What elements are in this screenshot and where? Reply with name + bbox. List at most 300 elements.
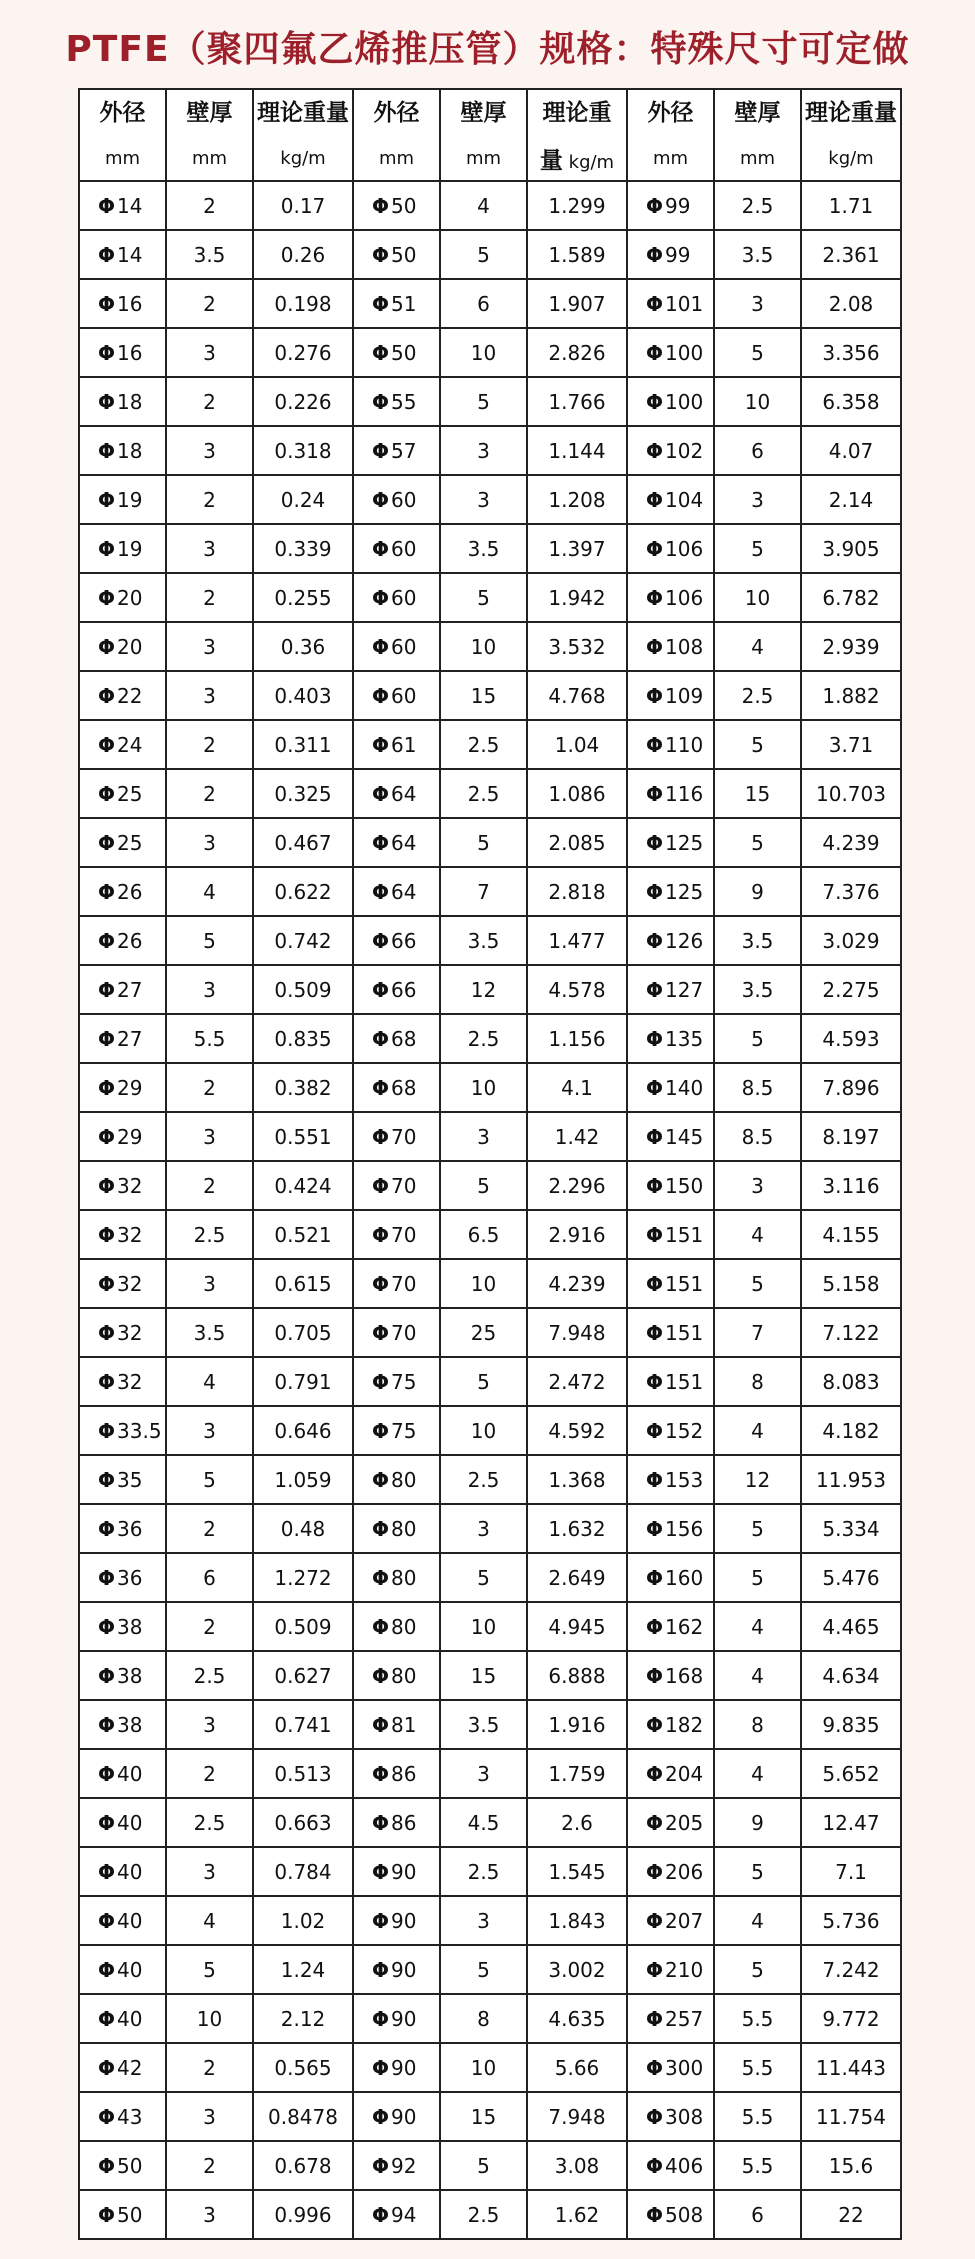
cell-wall-thickness: 10	[440, 1602, 527, 1651]
diameter-value: 32	[117, 1222, 143, 1247]
cell-theoretical-weight: 22	[801, 2190, 901, 2239]
diameter-value: 80	[391, 1614, 417, 1639]
table-row	[79, 622, 901, 671]
cell-outer-diameter	[353, 2092, 440, 2141]
cell-outer-diameter	[79, 818, 166, 867]
cell-wall-thickness: 2.5	[440, 1847, 527, 1896]
cell-theoretical-weight: 7.948	[527, 2092, 627, 2141]
cell-wall-thickness: 6	[440, 279, 527, 328]
cell-wall-thickness: 4	[714, 1749, 801, 1798]
cell-wall-thickness: 5.5	[714, 2092, 801, 2141]
cell-outer-diameter	[627, 965, 714, 1014]
cell-theoretical-weight: 1.144	[527, 426, 627, 475]
cell-outer-diameter	[353, 1749, 440, 1798]
cell-wall-thickness: 15	[714, 769, 801, 818]
cell-outer-diameter	[627, 720, 714, 769]
diameter-symbol: Φ	[646, 1271, 664, 1296]
diameter-value: 60	[391, 634, 417, 659]
cell-wall-thickness: 10	[714, 377, 801, 426]
diameter-value: 125	[665, 879, 704, 904]
cell-theoretical-weight: 2.275	[801, 965, 901, 1014]
cell-theoretical-weight: 1.059	[253, 1455, 353, 1504]
cell-theoretical-weight: 4.1	[527, 1063, 627, 1112]
cell-outer-diameter	[79, 1014, 166, 1063]
table-row	[79, 426, 901, 475]
diameter-symbol: Φ	[372, 1173, 390, 1198]
cell-wall-thickness: 15	[440, 2092, 527, 2141]
diameter-symbol: Φ	[372, 291, 390, 316]
diameter-symbol: Φ	[98, 242, 116, 267]
cell-outer-diameter	[79, 1210, 166, 1259]
cell-theoretical-weight: 1.916	[527, 1700, 627, 1749]
unit-wt: mm	[440, 136, 527, 181]
cell-outer-diameter	[79, 1357, 166, 1406]
cell-wall-thickness: 5	[714, 328, 801, 377]
cell-theoretical-weight: 11.953	[801, 1455, 901, 1504]
cell-wall-thickness: 5	[440, 1161, 527, 1210]
diameter-value: 151	[665, 1222, 704, 1247]
cell-wall-thickness: 4	[714, 1210, 801, 1259]
cell-theoretical-weight: 0.784	[253, 1847, 353, 1896]
diameter-symbol: Φ	[372, 340, 390, 365]
cell-theoretical-weight: 2.472	[527, 1357, 627, 1406]
diameter-symbol: Φ	[372, 2104, 390, 2129]
cell-wall-thickness: 5.5	[714, 2043, 801, 2092]
cell-theoretical-weight: 1.272	[253, 1553, 353, 1602]
cell-wall-thickness: 8	[714, 1700, 801, 1749]
cell-theoretical-weight: 0.622	[253, 867, 353, 916]
diameter-value: 70	[391, 1222, 417, 1247]
cell-wall-thickness: 5	[166, 1455, 253, 1504]
diameter-value: 32	[117, 1173, 143, 1198]
cell-theoretical-weight: 0.8478	[253, 2092, 353, 2141]
cell-outer-diameter	[627, 181, 714, 230]
cell-theoretical-weight: 2.296	[527, 1161, 627, 1210]
cell-theoretical-weight: 1.71	[801, 181, 901, 230]
cell-wall-thickness: 3	[166, 1112, 253, 1161]
diameter-symbol: Φ	[372, 1810, 390, 1835]
diameter-symbol: Φ	[98, 1124, 116, 1149]
header-outer-diameter: 外径	[353, 89, 440, 136]
diameter-symbol: Φ	[372, 879, 390, 904]
diameter-value: 29	[117, 1075, 143, 1100]
table-row	[79, 1602, 901, 1651]
cell-outer-diameter	[627, 1602, 714, 1651]
diameter-symbol: Φ	[98, 2104, 116, 2129]
cell-wall-thickness: 4	[714, 1602, 801, 1651]
cell-outer-diameter	[627, 524, 714, 573]
table-row	[79, 2190, 901, 2239]
diameter-value: 64	[391, 781, 417, 806]
cell-outer-diameter	[79, 475, 166, 524]
cell-wall-thickness: 5	[714, 1847, 801, 1896]
cell-wall-thickness: 3	[166, 671, 253, 720]
diameter-symbol: Φ	[646, 732, 664, 757]
cell-theoretical-weight: 4.182	[801, 1406, 901, 1455]
cell-outer-diameter	[79, 2092, 166, 2141]
diameter-value: 38	[117, 1663, 143, 1688]
cell-theoretical-weight: 2.14	[801, 475, 901, 524]
diameter-symbol: Φ	[98, 1418, 116, 1443]
cell-outer-diameter	[79, 2043, 166, 2092]
diameter-value: 70	[391, 1271, 417, 1296]
cell-outer-diameter	[627, 279, 714, 328]
cell-outer-diameter	[627, 573, 714, 622]
diameter-symbol: Φ	[98, 634, 116, 659]
cell-wall-thickness: 8	[714, 1357, 801, 1406]
table-row	[79, 1406, 901, 1455]
cell-wall-thickness: 6	[166, 1553, 253, 1602]
diameter-symbol: Φ	[98, 389, 116, 414]
cell-wall-thickness: 3	[166, 1406, 253, 1455]
cell-outer-diameter	[627, 2190, 714, 2239]
page-title: PTFE（聚四氟乙烯推压管）规格：特殊尺寸可定做	[65, 29, 910, 70]
cell-outer-diameter	[627, 1357, 714, 1406]
cell-theoretical-weight: 2.085	[527, 818, 627, 867]
cell-wall-thickness: 3.5	[714, 916, 801, 965]
cell-theoretical-weight: 0.663	[253, 1798, 353, 1847]
diameter-value: 32	[117, 1320, 143, 1345]
diameter-symbol: Φ	[372, 1271, 390, 1296]
cell-theoretical-weight: 0.198	[253, 279, 353, 328]
diameter-symbol: Φ	[98, 1663, 116, 1688]
cell-theoretical-weight: 1.907	[527, 279, 627, 328]
cell-outer-diameter	[79, 1112, 166, 1161]
cell-outer-diameter	[79, 867, 166, 916]
unit-weight-wrapped	[527, 136, 627, 181]
cell-wall-thickness: 4.5	[440, 1798, 527, 1847]
cell-outer-diameter	[353, 1112, 440, 1161]
cell-wall-thickness: 10	[440, 1406, 527, 1455]
diameter-value: 102	[665, 438, 704, 463]
table-row	[79, 916, 901, 965]
cell-wall-thickness: 2	[166, 1749, 253, 1798]
diameter-symbol: Φ	[98, 1614, 116, 1639]
diameter-value: 80	[391, 1467, 417, 1492]
table-row	[79, 1749, 901, 1798]
diameter-symbol: Φ	[646, 1026, 664, 1051]
diameter-symbol: Φ	[98, 1369, 116, 1394]
cell-wall-thickness: 10	[440, 328, 527, 377]
cell-wall-thickness: 5	[440, 1945, 527, 1994]
cell-theoretical-weight: 1.759	[527, 1749, 627, 1798]
cell-theoretical-weight: 4.768	[527, 671, 627, 720]
cell-outer-diameter	[79, 230, 166, 279]
cell-wall-thickness: 2.5	[440, 1014, 527, 1063]
cell-outer-diameter	[353, 181, 440, 230]
cell-theoretical-weight: 2.12	[253, 1994, 353, 2043]
diameter-symbol: Φ	[98, 291, 116, 316]
cell-outer-diameter	[353, 1161, 440, 1210]
cell-theoretical-weight: 1.086	[527, 769, 627, 818]
table-row	[79, 1112, 901, 1161]
cell-outer-diameter	[627, 818, 714, 867]
diameter-symbol: Φ	[372, 1761, 390, 1786]
table-row	[79, 1945, 901, 1994]
diameter-symbol: Φ	[646, 1663, 664, 1688]
diameter-value: 51	[391, 291, 417, 316]
diameter-symbol: Φ	[98, 2153, 116, 2178]
cell-theoretical-weight: 0.521	[253, 1210, 353, 1259]
diameter-symbol: Φ	[372, 193, 390, 218]
cell-theoretical-weight: 1.42	[527, 1112, 627, 1161]
cell-outer-diameter	[79, 377, 166, 426]
cell-theoretical-weight: 3.905	[801, 524, 901, 573]
cell-theoretical-weight: 6.782	[801, 573, 901, 622]
cell-theoretical-weight: 7.122	[801, 1308, 901, 1357]
table-row	[79, 1994, 901, 2043]
diameter-symbol: Φ	[646, 1908, 664, 1933]
diameter-symbol: Φ	[646, 1712, 664, 1737]
cell-wall-thickness: 3	[166, 1259, 253, 1308]
diameter-symbol: Φ	[372, 1075, 390, 1100]
diameter-symbol: Φ	[372, 487, 390, 512]
cell-wall-thickness: 6	[714, 426, 801, 475]
cell-theoretical-weight: 1.843	[527, 1896, 627, 1945]
cell-theoretical-weight: 4.465	[801, 1602, 901, 1651]
cell-theoretical-weight: 7.896	[801, 1063, 901, 1112]
diameter-value: 90	[391, 2006, 417, 2031]
cell-wall-thickness: 3	[440, 1749, 527, 1798]
cell-outer-diameter	[353, 1994, 440, 2043]
header-wall-thickness: 壁厚	[714, 89, 801, 136]
cell-outer-diameter	[627, 916, 714, 965]
cell-wall-thickness: 2.5	[440, 720, 527, 769]
table-row	[79, 1651, 901, 1700]
cell-wall-thickness: 2	[166, 2141, 253, 2190]
diameter-symbol: Φ	[98, 928, 116, 953]
diameter-symbol: Φ	[646, 977, 664, 1002]
header-wall-thickness: 壁厚	[440, 89, 527, 136]
cell-outer-diameter	[79, 1455, 166, 1504]
cell-outer-diameter	[627, 328, 714, 377]
diameter-value: 70	[391, 1173, 417, 1198]
diameter-symbol: Φ	[646, 1222, 664, 1247]
diameter-value: 90	[391, 1908, 417, 1933]
diameter-symbol: Φ	[372, 1614, 390, 1639]
table-row	[79, 1798, 901, 1847]
cell-outer-diameter	[353, 524, 440, 573]
diameter-value: 40	[117, 1761, 143, 1786]
diameter-value: 14	[117, 193, 143, 218]
cell-theoretical-weight: 3.116	[801, 1161, 901, 1210]
diameter-symbol: Φ	[646, 242, 664, 267]
diameter-value: 14	[117, 242, 143, 267]
diameter-value: 16	[117, 340, 143, 365]
table-row	[79, 1455, 901, 1504]
table-row	[79, 279, 901, 328]
diameter-value: 116	[665, 781, 704, 806]
diameter-value: 109	[665, 683, 704, 708]
cell-wall-thickness: 8.5	[714, 1112, 801, 1161]
table-row	[79, 1896, 901, 1945]
table-row	[79, 2092, 901, 2141]
cell-outer-diameter	[627, 1994, 714, 2043]
cell-outer-diameter	[79, 1945, 166, 1994]
diameter-value: 19	[117, 487, 143, 512]
unit-weight: kg/m	[253, 136, 353, 181]
cell-outer-diameter	[627, 1112, 714, 1161]
diameter-symbol: Φ	[372, 1957, 390, 1982]
cell-outer-diameter	[353, 671, 440, 720]
diameter-value: 38	[117, 1712, 143, 1737]
diameter-symbol: Φ	[646, 193, 664, 218]
cell-outer-diameter	[627, 2141, 714, 2190]
diameter-value: 33.5	[117, 1418, 162, 1443]
diameter-symbol: Φ	[98, 977, 116, 1002]
cell-wall-thickness: 10	[440, 2043, 527, 2092]
cell-theoretical-weight: 3.356	[801, 328, 901, 377]
diameter-symbol: Φ	[98, 830, 116, 855]
diameter-value: 168	[665, 1663, 704, 1688]
diameter-symbol: Φ	[98, 2055, 116, 2080]
diameter-symbol: Φ	[646, 2202, 664, 2227]
diameter-symbol: Φ	[646, 2104, 664, 2129]
diameter-symbol: Φ	[372, 536, 390, 561]
diameter-symbol: Φ	[372, 1124, 390, 1149]
cell-outer-diameter	[79, 1798, 166, 1847]
diameter-symbol: Φ	[98, 1026, 116, 1051]
table-row	[79, 475, 901, 524]
cell-wall-thickness: 12	[440, 965, 527, 1014]
cell-theoretical-weight: 5.736	[801, 1896, 901, 1945]
diameter-symbol: Φ	[646, 1124, 664, 1149]
diameter-value: 60	[391, 585, 417, 610]
cell-theoretical-weight: 1.299	[527, 181, 627, 230]
unit-od: mm	[353, 136, 440, 181]
diameter-value: 70	[391, 1320, 417, 1345]
diameter-value: 140	[665, 1075, 704, 1100]
diameter-value: 75	[391, 1418, 417, 1443]
cell-theoretical-weight: 4.155	[801, 1210, 901, 1259]
diameter-value: 57	[391, 438, 417, 463]
cell-wall-thickness: 2.5	[166, 1210, 253, 1259]
diameter-symbol: Φ	[98, 1271, 116, 1296]
cell-theoretical-weight: 3.532	[527, 622, 627, 671]
diameter-value: 68	[391, 1075, 417, 1100]
diameter-symbol: Φ	[646, 389, 664, 414]
cell-outer-diameter	[353, 916, 440, 965]
diameter-symbol: Φ	[98, 1173, 116, 1198]
diameter-symbol: Φ	[98, 1957, 116, 1982]
header-theoretical-weight: 理论重量	[253, 89, 353, 136]
cell-outer-diameter	[353, 1896, 440, 1945]
diameter-value: 60	[391, 536, 417, 561]
cell-theoretical-weight: 0.403	[253, 671, 353, 720]
cell-theoretical-weight: 0.318	[253, 426, 353, 475]
cell-theoretical-weight: 4.07	[801, 426, 901, 475]
cell-outer-diameter	[627, 230, 714, 279]
cell-theoretical-weight: 6.888	[527, 1651, 627, 1700]
table-row	[79, 1357, 901, 1406]
diameter-value: 80	[391, 1565, 417, 1590]
diameter-value: 153	[665, 1467, 704, 1492]
diameter-value: 104	[665, 487, 704, 512]
cell-outer-diameter	[353, 475, 440, 524]
cell-outer-diameter	[627, 1406, 714, 1455]
cell-theoretical-weight: 3.08	[527, 2141, 627, 2190]
cell-theoretical-weight: 0.325	[253, 769, 353, 818]
cell-theoretical-weight: 4.239	[527, 1259, 627, 1308]
diameter-symbol: Φ	[372, 1859, 390, 1884]
unit-wt: mm	[166, 136, 253, 181]
cell-theoretical-weight: 0.226	[253, 377, 353, 426]
diameter-value: 206	[665, 1859, 704, 1884]
diameter-value: 27	[117, 1026, 143, 1051]
diameter-value: 99	[665, 193, 691, 218]
cell-wall-thickness: 10	[440, 1259, 527, 1308]
diameter-value: 125	[665, 830, 704, 855]
diameter-symbol: Φ	[372, 732, 390, 757]
cell-wall-thickness: 10	[440, 1063, 527, 1112]
cell-outer-diameter	[627, 2092, 714, 2141]
cell-wall-thickness: 2	[166, 1602, 253, 1651]
cell-wall-thickness: 4	[166, 867, 253, 916]
cell-theoretical-weight: 7.242	[801, 1945, 901, 1994]
cell-outer-diameter	[353, 377, 440, 426]
cell-wall-thickness: 3	[166, 2092, 253, 2141]
cell-outer-diameter	[627, 622, 714, 671]
diameter-value: 151	[665, 1320, 704, 1345]
cell-theoretical-weight: 5.334	[801, 1504, 901, 1553]
diameter-symbol: Φ	[372, 977, 390, 1002]
cell-outer-diameter	[627, 426, 714, 475]
diameter-symbol: Φ	[98, 1467, 116, 1492]
cell-theoretical-weight: 0.255	[253, 573, 353, 622]
diameter-symbol: Φ	[98, 438, 116, 463]
diameter-symbol: Φ	[98, 781, 116, 806]
diameter-value: 60	[391, 683, 417, 708]
cell-theoretical-weight: 0.741	[253, 1700, 353, 1749]
cell-wall-thickness: 5	[714, 1504, 801, 1553]
diameter-symbol: Φ	[646, 1614, 664, 1639]
diameter-value: 20	[117, 634, 143, 659]
cell-outer-diameter	[353, 1602, 440, 1651]
cell-wall-thickness: 5.5	[714, 2141, 801, 2190]
diameter-symbol: Φ	[646, 634, 664, 659]
cell-wall-thickness: 3.5	[440, 916, 527, 965]
cell-theoretical-weight: 0.646	[253, 1406, 353, 1455]
diameter-symbol: Φ	[372, 1222, 390, 1247]
cell-theoretical-weight: 1.24	[253, 1945, 353, 1994]
cell-theoretical-weight: 4.635	[527, 1994, 627, 2043]
cell-outer-diameter	[627, 1896, 714, 1945]
cell-outer-diameter	[627, 1798, 714, 1847]
diameter-value: 135	[665, 1026, 704, 1051]
cell-theoretical-weight: 5.652	[801, 1749, 901, 1798]
diameter-value: 126	[665, 928, 704, 953]
cell-wall-thickness: 2.5	[440, 1455, 527, 1504]
diameter-value: 18	[117, 389, 143, 414]
cell-outer-diameter	[353, 1259, 440, 1308]
cell-outer-diameter	[627, 1700, 714, 1749]
cell-outer-diameter	[353, 769, 440, 818]
spec-table	[78, 88, 902, 2240]
diameter-symbol: Φ	[646, 1369, 664, 1394]
cell-theoretical-weight: 4.578	[527, 965, 627, 1014]
diameter-value: 90	[391, 1957, 417, 1982]
cell-theoretical-weight: 4.592	[527, 1406, 627, 1455]
diameter-symbol: Φ	[98, 1516, 116, 1541]
cell-wall-thickness: 9	[714, 1798, 801, 1847]
unit-weight: kg/m	[801, 136, 901, 181]
table-row	[79, 1161, 901, 1210]
cell-wall-thickness: 2	[166, 181, 253, 230]
diameter-value: 100	[665, 389, 704, 414]
diameter-symbol: Φ	[372, 928, 390, 953]
cell-outer-diameter	[79, 916, 166, 965]
diameter-value: 40	[117, 1859, 143, 1884]
